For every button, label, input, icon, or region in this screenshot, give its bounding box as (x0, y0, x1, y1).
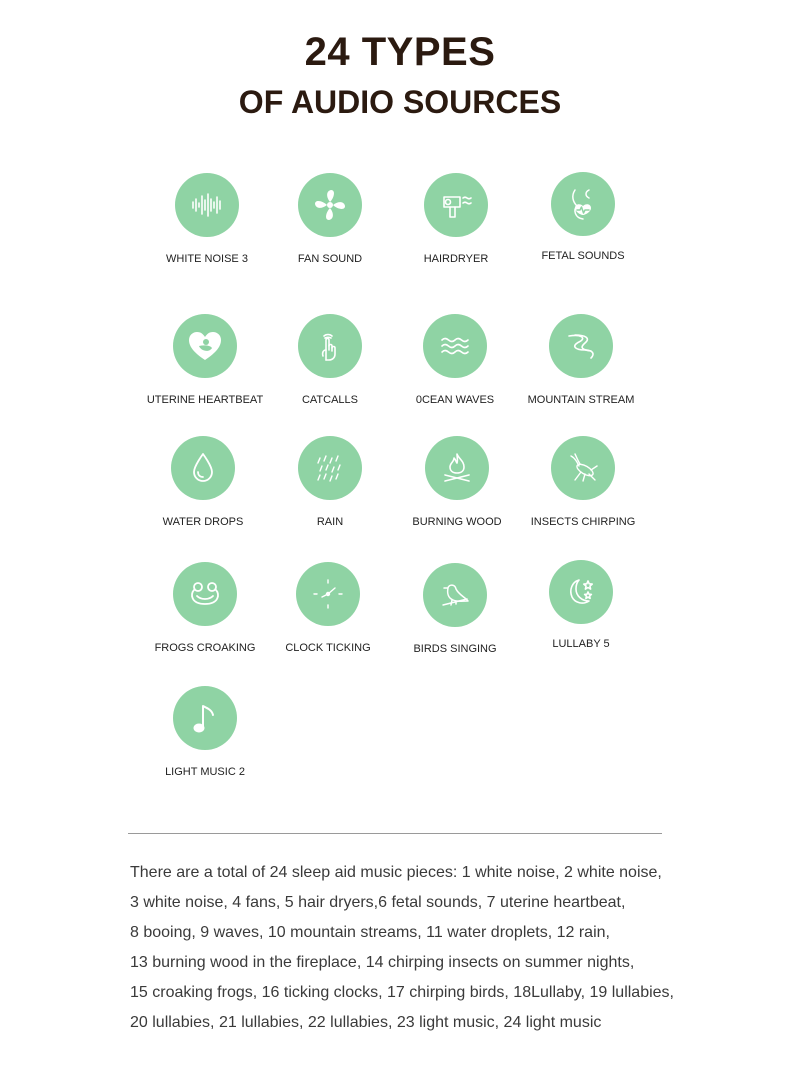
fan-icon (298, 173, 362, 237)
source-lullaby[interactable] (506, 560, 656, 670)
source-label: INSECTS CHIRPING (530, 516, 636, 528)
source-label: BURNING WOOD (412, 516, 502, 528)
waves-icon (423, 314, 487, 378)
source-label: UTERINE HEARTBEAT (146, 394, 264, 406)
source-label: FETAL SOUNDS (541, 250, 625, 262)
music-note-icon (173, 686, 237, 750)
campfire-icon (425, 436, 489, 500)
description-line: 3 white noise, 4 fans, 5 hair dryers,6 fetal sounds, 7 uterine heartbeat, (130, 894, 626, 911)
source-mountain-stream[interactable] (506, 314, 656, 424)
page-title: 24 TYPES (304, 30, 496, 74)
source-insects-chirping[interactable] (508, 436, 658, 546)
source-label: LULLABY 5 (552, 638, 610, 650)
fetus-icon (551, 172, 615, 236)
source-label: HAIRDRYER (423, 253, 489, 265)
source-label: BIRDS SINGING (413, 643, 497, 655)
rain-icon (298, 436, 362, 500)
description (130, 858, 750, 1038)
hairdryer-icon (424, 173, 488, 237)
source-label: CLOCK TICKING (285, 642, 371, 654)
source-light-music[interactable] (130, 686, 280, 796)
source-label: 0CEAN WAVES (415, 394, 495, 406)
shush-hand-icon (298, 314, 362, 378)
stream-icon (549, 314, 613, 378)
description-line: 13 burning wood in the fireplace, 14 chirping insects on summer nights, (130, 954, 635, 971)
clock-icon (296, 562, 360, 626)
source-label: FROGS CROAKING (154, 642, 256, 654)
source-label: LIGHT MUSIC 2 (165, 766, 245, 778)
source-label: MOUNTAIN STREAM (527, 394, 635, 406)
page-subtitle: OF AUDIO SOURCES (238, 84, 562, 120)
divider (128, 833, 662, 834)
description-line: There are a total of 24 sleep aid music pieces: 1 white noise, 2 white noise, (130, 864, 662, 881)
frog-icon (173, 562, 237, 626)
source-fetal-sounds[interactable] (508, 172, 658, 282)
source-label: RAIN (316, 516, 344, 528)
description-line: 15 croaking frogs, 16 ticking clocks, 17 chirping birds, 18Lullaby, 19 lullabies, (130, 984, 674, 1001)
source-label: CATCALLS (301, 394, 359, 406)
water-drop-icon (171, 436, 235, 500)
source-label: FAN SOUND (297, 253, 363, 265)
moon-stars-icon (549, 560, 613, 624)
bird-icon (423, 563, 487, 627)
heart-baby-icon (173, 314, 237, 378)
waveform-icon (175, 173, 239, 237)
description-line: 20 lullabies, 21 lullabies, 22 lullabies, 23 light music, 24 light music (130, 1014, 602, 1031)
source-label: WHITE NOISE 3 (166, 253, 248, 265)
source-label: WATER DROPS (162, 516, 244, 528)
description-line: 8 booing, 9 waves, 10 mountain streams, 11 water droplets, 12 rain, (130, 924, 610, 941)
cricket-icon (551, 436, 615, 500)
